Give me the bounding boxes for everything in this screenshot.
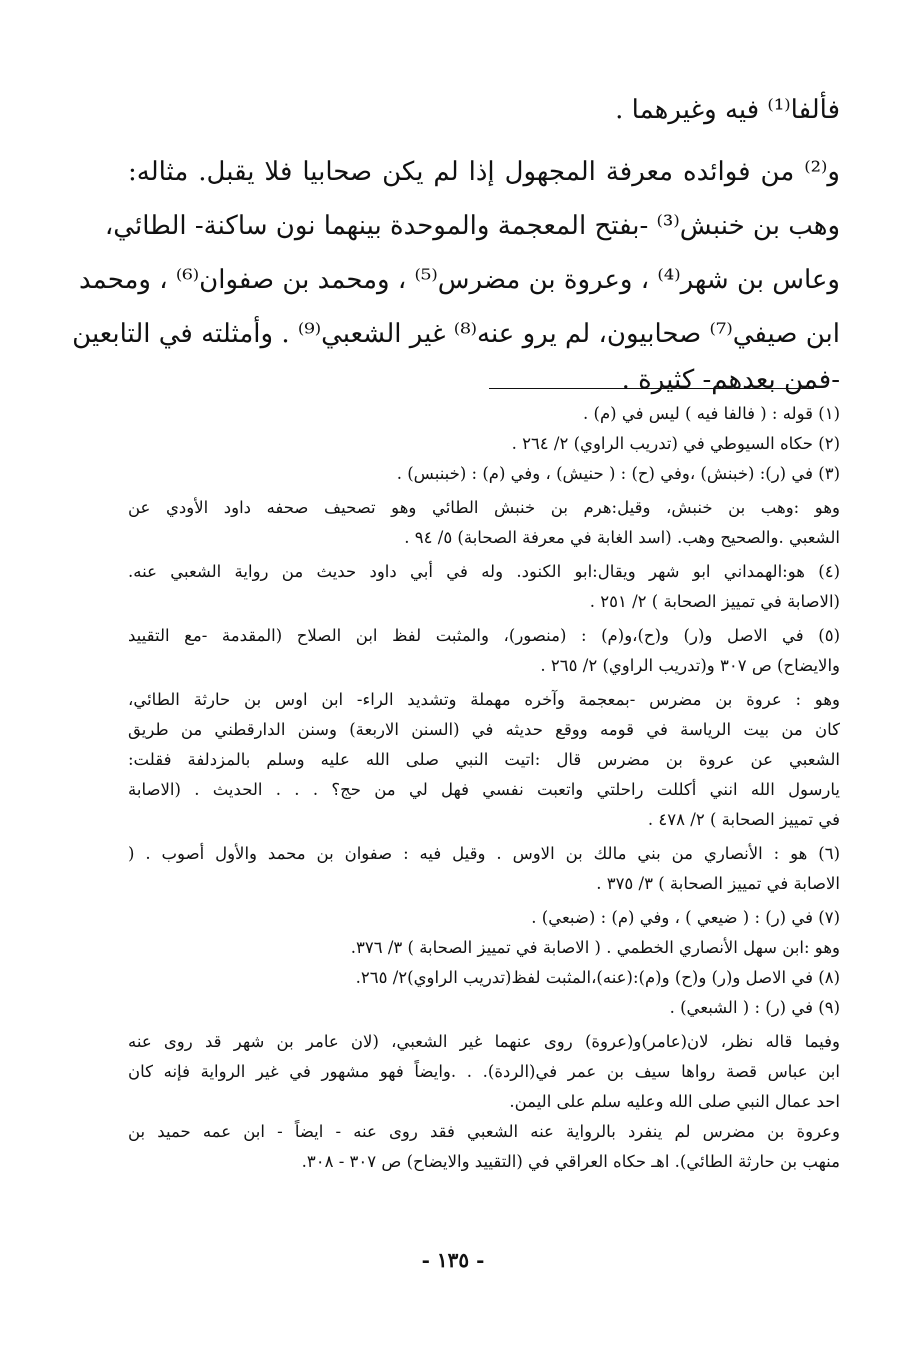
footnote-separator: [489, 388, 814, 389]
footnote-line: الشعبي .والصحيح وهب. (اسد الغابة في معرفة الصحابة) ٥/ ٩٤ .: [404, 528, 840, 547]
footnote-line: (الاصابة في تمييز الصحابة ) ٢/ ٢٥١ .: [589, 592, 840, 611]
footnote-line: (٩) في (ر) : ( الشبعي) .: [669, 998, 840, 1017]
footnote-line: وعروة بن مضرس لم ينفرد بالرواية عنه الشعبي فقد روى عنه - ايضاً - ابن عمه حميد بن: [128, 1122, 840, 1141]
footnotes: [128, 399, 840, 1177]
footnote-line: كان من بيت الرياسة في قومه ووقع حديثه في (السنن الاربعة) وسنن الدارقطني من طريق: [128, 720, 840, 739]
footnote-line: (٤) هو:الهمداني ابو شهر ويقال:ابو الكنود. وله في أبي داود حديث من رواية الشعبي عنه.: [128, 562, 840, 581]
footnote-line: الشعبي عن عروة بن مضرس قال :اتيت النبي صلى الله عليه وسلم بالمزدلفة فقلت:: [128, 750, 840, 769]
footnote-line: (٧) في (ر) : ( ضيعي ) ، وفي (م) : (ضبعي) .: [531, 908, 840, 927]
footnote-line: في تمييز الصحابة ) ٢/ ٤٧٨ .: [647, 810, 840, 829]
footnote-line: الاصابة في تمييز الصحابة ) ٣/ ٣٧٥ .: [596, 874, 840, 893]
page-number: - ١٣٥ -: [421, 1248, 485, 1272]
main-text: [72, 88, 840, 412]
main-line: فألفا⁽¹⁾ فيه وغيرهما .: [615, 95, 840, 125]
footnote-line: وهو :وهب بن خنبش، وقيل:هرم بن خنبش الطائي وهو تصحيف صحفه داود الأودي عن: [128, 498, 840, 517]
footnote-line: (٥) في الاصل و(ر) و(ح)،و(م) : (منصور)، والمثبت لفظ ابن الصلاح (المقدمة -مع التقييد: [128, 626, 840, 645]
footnote-line: (١) قوله : ( فالفا فيه ) ليس في (م) .: [583, 404, 840, 423]
footnote-line: منهب بن حارثة الطائي). اهـ حكاه العراقي في (التقييد والايضاح) ص ٣٠٧ - ٣٠٨.: [301, 1152, 840, 1171]
main-line: ابن صيفي⁽⁷⁾ صحابيون، لم يرو عنه⁽⁸⁾ غير الشعبي⁽⁹⁾ . وأمثلته في التابعين: [72, 319, 840, 349]
main-line: و⁽²⁾ من فوائده معرفة المجهول إذا لم يكن صحابيا فلا يقبل. مثاله:: [128, 157, 840, 187]
main-line: -فمن بعدهم- كثيرة .: [621, 365, 840, 395]
footnote-line: ابن عباس قصة رواها سيف بن عمر في(الردة). . .وايضاً فهو مشهور في غير الرواية فإنه كان: [128, 1062, 840, 1081]
footnote-line: والايضاح) ص ٣٠٧ و(تدريب الراوي) ٢/ ٢٦٥ .: [540, 656, 840, 675]
footnote-line: وهو :ابن سهل الأنصاري الخطمي . ( الاصابة في تمييز الصحابة ) ٣/ ٣٧٦.: [350, 938, 840, 957]
footnote-line: (٣) في (ر): (خبنش) ،وفي (ح) : ( حنيش) ، وفي (م) : (خبنبس) .: [396, 464, 840, 483]
footnote-line: (٦) هو : الأنصاري من بني مالك بن الاوس . وقيل فيه : صفوان بن محمد والأول أصوب . (: [128, 844, 840, 863]
footnote-line: (٢) حكاه السيوطي في (تدريب الراوي) ٢/ ٢٦٤ .: [511, 434, 840, 453]
footnote-line: وهو : عروة بن مضرس -بمعجمة وآخره مهملة وتشديد الراء- ابن اوس بن حارثة الطائي،: [128, 690, 840, 709]
footnote-line: (٨) في الاصل و(ر) و(ح) و(م):(عنه)،المثبت لفظ(تدريب الراوي)٢/ ٢٦٥.: [355, 968, 840, 987]
footnote-line: يارسول الله انني أكللت راحلتي واتعبت نفسي فهل لي من حج؟ . . . الحديث . (الاصابة: [128, 780, 840, 799]
footnote-line: وفيما قاله نظر، لان(عامر)و(عروة) روى عنهما غير الشعبي، (لان عامر بن شهر قد روى عنه: [128, 1032, 840, 1051]
main-line: وعاس بن شهر⁽⁴⁾ ، وعروة بن مضرس⁽⁵⁾ ، ومحمد بن صفوان⁽⁶⁾ ، ومحمد: [79, 265, 840, 295]
main-line: وهب بن خنبش⁽³⁾ -بفتح المعجمة والموحدة بينهما نون ساكنة- الطائي،: [104, 211, 840, 241]
footnote-line: احد عمال النبي صلى الله وعليه سلم على اليمن.: [509, 1092, 840, 1111]
